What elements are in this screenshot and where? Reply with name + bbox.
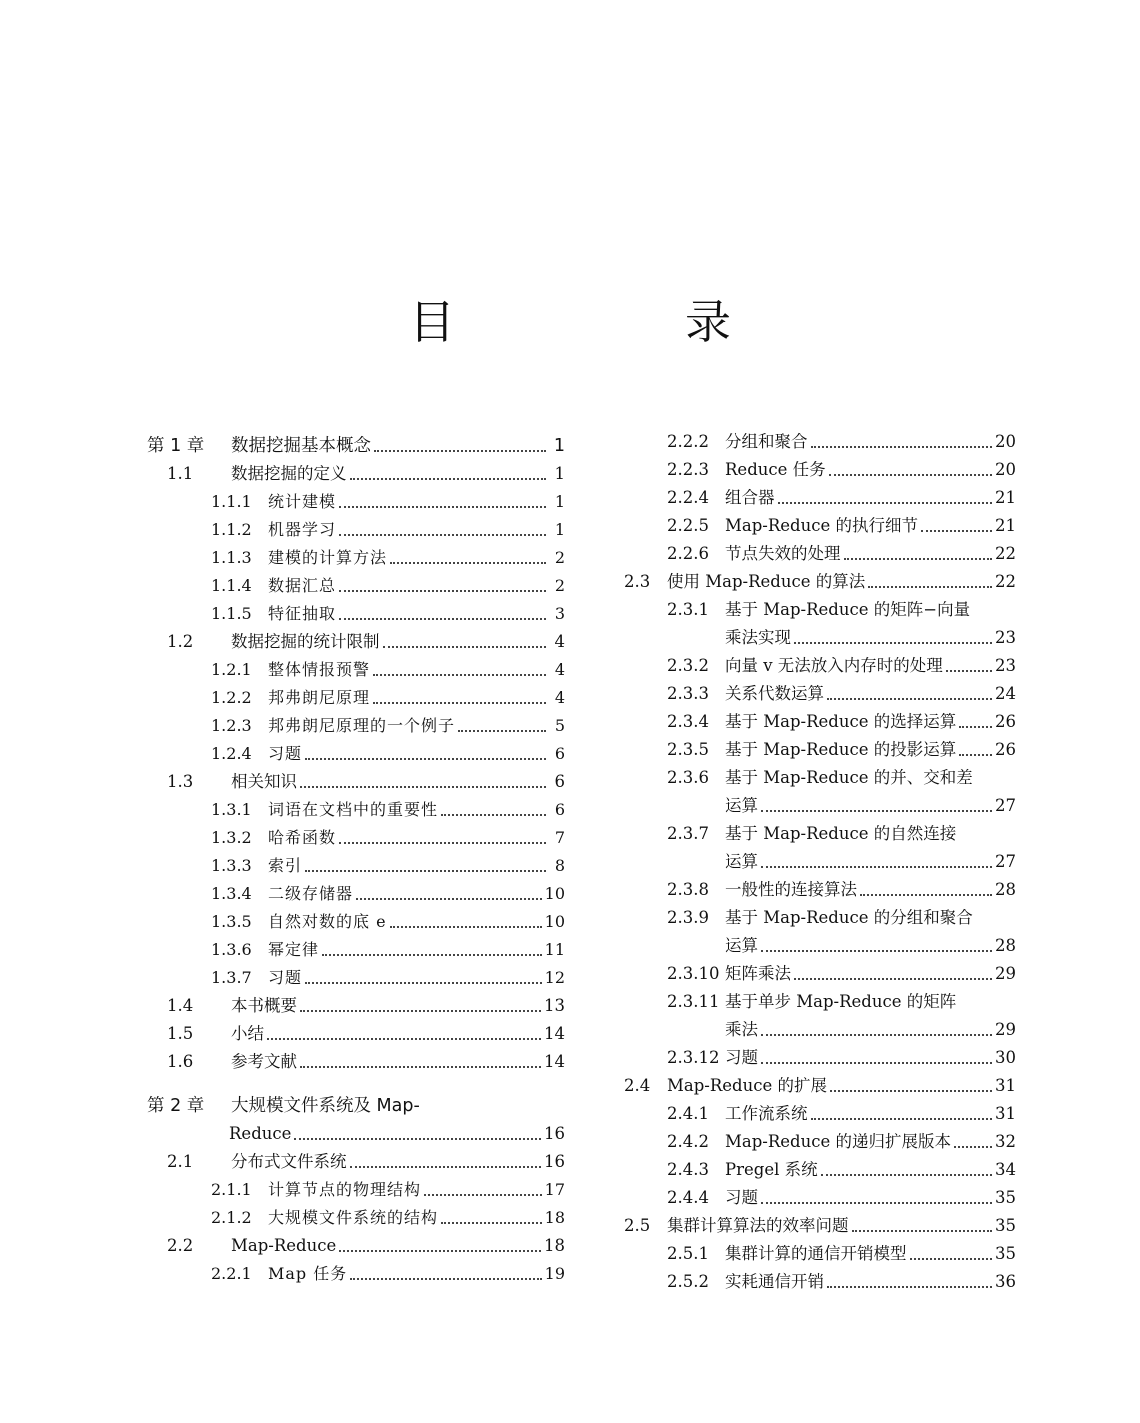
toc-entry-number: 2.5.2 xyxy=(667,1272,709,1291)
toc-entry xyxy=(147,736,565,764)
toc-entry-title: 集群计算的通信开销模型 xyxy=(725,1244,907,1263)
toc-entry-page: 4 xyxy=(554,688,565,707)
dot-leader xyxy=(910,1244,993,1260)
toc-entry-title: Map-Reduce 的扩展 xyxy=(667,1076,827,1095)
dot-leader xyxy=(811,1104,993,1120)
dot-leader xyxy=(821,1160,992,1176)
toc-entry-number: 1.3 xyxy=(167,772,194,791)
dot-leader xyxy=(761,1188,992,1204)
toc-entry-title: 相关知识 xyxy=(231,772,297,791)
toc-entry xyxy=(624,1012,1016,1040)
toc-entry-title: 基于单步 Map-Reduce 的矩阵 xyxy=(725,992,957,1011)
toc-entry-number: 1.6 xyxy=(167,1052,194,1071)
toc-entry-page: 27 xyxy=(995,852,1016,871)
dot-leader xyxy=(339,492,546,508)
dot-leader xyxy=(305,856,546,872)
toc-entry-number: 2.2.4 xyxy=(667,488,709,507)
dot-leader xyxy=(390,912,542,928)
toc-entry-title: 基于 Map-Reduce 的分组和聚合 xyxy=(725,908,973,927)
toc-entry xyxy=(147,512,565,540)
toc-entry xyxy=(624,732,1016,760)
toc-entry-title: 基于 Map-Reduce 的投影运算 xyxy=(725,740,957,759)
toc-entry-title: 数据汇总 xyxy=(268,576,337,595)
toc-entry-page: 1 xyxy=(553,436,565,456)
toc-entry-number: 1.3.5 xyxy=(211,912,252,931)
toc-entry xyxy=(147,1116,565,1144)
toc-entry xyxy=(624,508,1016,536)
toc-entry-title: 实耗通信开销 xyxy=(725,1272,824,1291)
toc-entry-title: 运算 xyxy=(725,936,758,955)
toc-entry-title: 幂定律 xyxy=(268,940,320,959)
toc-entry xyxy=(147,1044,565,1072)
toc-entry-page: 12 xyxy=(544,968,565,987)
toc-entry-page: 23 xyxy=(995,628,1016,647)
dot-leader xyxy=(305,968,542,984)
toc-entry-title: Map-Reduce xyxy=(231,1236,337,1255)
dot-leader xyxy=(959,712,992,728)
toc-entry-title: 习题 xyxy=(268,744,303,763)
toc-entry-page: 1 xyxy=(554,464,565,483)
toc-entry xyxy=(624,1208,1016,1236)
toc-entry-title: 邦弗朗尼原理的一个例子 xyxy=(268,716,456,735)
toc-entry-page: 3 xyxy=(554,604,565,623)
dot-leader xyxy=(350,1264,541,1280)
toc-entry xyxy=(147,596,565,624)
toc-entry-page: 16 xyxy=(544,1124,565,1143)
toc-entry-page: 22 xyxy=(995,544,1016,563)
toc-entry xyxy=(624,620,1016,648)
dot-leader xyxy=(946,656,992,672)
toc-entry-title: 词语在文档中的重要性 xyxy=(268,800,439,819)
toc-entry-number: 2.3.2 xyxy=(667,656,709,675)
toc-entry-number: 第 1 章 xyxy=(147,436,205,456)
toc-entry-page: 22 xyxy=(995,572,1016,591)
toc-entry xyxy=(147,1084,565,1116)
toc-right-column xyxy=(624,424,1016,1292)
toc-entry xyxy=(147,876,565,904)
toc-entry-page: 35 xyxy=(995,1244,1016,1263)
dot-leader xyxy=(390,548,546,564)
dot-leader xyxy=(794,628,992,644)
toc-entry-title: 运算 xyxy=(725,852,758,871)
toc-entry-page: 5 xyxy=(554,716,565,735)
toc-entry-number: 1.3.2 xyxy=(211,828,252,847)
toc-entry xyxy=(147,764,565,792)
toc-entry xyxy=(147,820,565,848)
dot-leader xyxy=(830,1076,992,1092)
toc-entry xyxy=(147,652,565,680)
toc-entry xyxy=(624,900,1016,928)
toc-entry xyxy=(147,424,565,456)
dot-leader xyxy=(778,488,993,504)
dot-leader xyxy=(267,1024,541,1040)
toc-entry xyxy=(624,760,1016,788)
toc-entry-number: 2.2.1 xyxy=(211,1264,252,1283)
toc-entry-number: 2.1.2 xyxy=(211,1208,252,1227)
toc-entry-number: 2.4 xyxy=(624,1076,651,1095)
toc-entry-number: 2.3.7 xyxy=(667,824,709,843)
toc-entry-title: 大规模文件系统的结构 xyxy=(268,1208,439,1227)
toc-entry xyxy=(624,1152,1016,1180)
dot-leader xyxy=(350,464,547,480)
toc-entry-page: 11 xyxy=(544,940,565,959)
toc-entry xyxy=(147,1172,565,1200)
dot-leader xyxy=(868,572,992,588)
dot-leader xyxy=(827,684,992,700)
dot-leader xyxy=(294,1124,541,1140)
toc-entry-title: 二级存储器 xyxy=(268,884,354,903)
toc-entry-number: 2.3.1 xyxy=(667,600,709,619)
toc-entry-number: 2.3 xyxy=(624,572,651,591)
toc-entry-page: 16 xyxy=(544,1152,565,1171)
dot-leader xyxy=(761,1048,992,1064)
dot-leader xyxy=(350,1152,542,1168)
toc-entry-number: 1.3.3 xyxy=(211,856,252,875)
toc-entry-title: Reduce 任务 xyxy=(725,460,826,479)
toc-entry xyxy=(624,424,1016,452)
dot-leader xyxy=(339,576,546,592)
toc-entry-title: 工作流系统 xyxy=(725,1104,808,1123)
toc-entry-title: 邦弗朗尼原理 xyxy=(268,688,371,707)
dot-leader xyxy=(300,1052,541,1068)
toc-entry xyxy=(624,1096,1016,1124)
toc-entry-number: 1.4 xyxy=(167,996,194,1015)
dot-leader xyxy=(921,516,992,532)
dot-leader xyxy=(829,460,992,476)
toc-entry-page: 26 xyxy=(995,740,1016,759)
toc-entry xyxy=(624,1264,1016,1292)
toc-entry-title: 乘法 xyxy=(725,1020,758,1039)
toc-entry xyxy=(147,1256,565,1284)
toc-entry xyxy=(624,984,1016,1012)
toc-entry xyxy=(147,680,565,708)
toc-entry-page: 8 xyxy=(554,856,565,875)
toc-entry-number: 1.1 xyxy=(167,464,194,483)
toc-entry-title: 分组和聚合 xyxy=(725,432,808,451)
dot-leader xyxy=(305,744,546,760)
toc-entry-number: 2.4.4 xyxy=(667,1188,709,1207)
dot-leader xyxy=(441,1208,542,1224)
toc-entry-title: Map-Reduce 的执行细节 xyxy=(725,516,918,535)
toc-entry xyxy=(624,956,1016,984)
toc-entry-number: 2.2.3 xyxy=(667,460,709,479)
toc-entry-title: 本书概要 xyxy=(231,996,297,1015)
toc-entry-title: Pregel 系统 xyxy=(725,1160,818,1179)
toc-entry-title: 基于 Map-Reduce 的选择运算 xyxy=(725,712,957,731)
toc-entry-page: 31 xyxy=(995,1104,1016,1123)
toc-entry-number: 2.1.1 xyxy=(211,1180,252,1199)
toc-entry-page: 20 xyxy=(995,460,1016,479)
toc-entry-title: 分布式文件系统 xyxy=(231,1152,347,1171)
toc-entry xyxy=(624,1236,1016,1264)
toc-entry-title: 使用 Map-Reduce 的算法 xyxy=(667,572,866,591)
toc-entry-page: 13 xyxy=(544,996,565,1015)
toc-entry xyxy=(624,704,1016,732)
toc-entry-number: 2.3.12 xyxy=(667,1048,720,1067)
toc-entry-page: 4 xyxy=(554,660,565,679)
dot-leader xyxy=(959,740,992,756)
dot-leader xyxy=(811,432,993,448)
toc-entry-number: 2.5.1 xyxy=(667,1244,709,1263)
dot-leader xyxy=(761,936,992,952)
toc-entry-number: 2.4.3 xyxy=(667,1160,709,1179)
toc-entry-number: 1.2.3 xyxy=(211,716,252,735)
toc-entry-page: 30 xyxy=(995,1048,1016,1067)
dot-leader xyxy=(339,1236,541,1252)
dot-leader xyxy=(322,940,542,956)
toc-entry-page: 10 xyxy=(544,912,565,931)
toc-entry-title: 运算 xyxy=(725,796,758,815)
toc-entry-page: 26 xyxy=(995,712,1016,731)
toc-entry-number: 2.3.6 xyxy=(667,768,709,787)
toc-entry-title: 一般性的连接算法 xyxy=(725,880,857,899)
toc-entry-number: 1.1.5 xyxy=(211,604,252,623)
toc-entry-number: 1.1.1 xyxy=(211,492,252,511)
toc-entry-page: 23 xyxy=(995,656,1016,675)
toc-entry-number: 2.2.2 xyxy=(667,432,709,451)
dot-leader xyxy=(424,1180,542,1196)
toc-entry-title: 矩阵乘法 xyxy=(725,964,791,983)
toc-entry-title: 数据挖掘的统计限制 xyxy=(231,632,380,651)
dot-leader xyxy=(954,1132,992,1148)
toc-entry-page: 14 xyxy=(544,1024,565,1043)
toc-entry-title: 哈希函数 xyxy=(268,828,337,847)
dot-leader xyxy=(458,716,546,732)
toc-entry-page: 6 xyxy=(554,800,565,819)
toc-entry xyxy=(624,676,1016,704)
page-title: 目 录 xyxy=(409,295,823,349)
toc-entry-page: 35 xyxy=(995,1188,1016,1207)
toc-entry-title: 整体情报预警 xyxy=(268,660,371,679)
toc-entry-title: 建模的计算方法 xyxy=(268,548,388,567)
toc-entry xyxy=(147,1016,565,1044)
toc-entry-page: 24 xyxy=(995,684,1016,703)
toc-entry-title: 乘法实现 xyxy=(725,628,791,647)
toc-entry-number: 1.1.2 xyxy=(211,520,252,539)
toc-entry xyxy=(147,540,565,568)
toc-entry-title: 集群计算算法的效率问题 xyxy=(667,1216,849,1235)
toc-entry-title: Reduce xyxy=(229,1124,292,1143)
toc-entry-page: 29 xyxy=(995,964,1016,983)
toc-entry-number: 2.5 xyxy=(624,1216,651,1235)
toc-entry-page: 28 xyxy=(995,880,1016,899)
toc-entry-title: 小结 xyxy=(231,1024,264,1043)
toc-entry-page: 17 xyxy=(544,1180,565,1199)
toc-entry xyxy=(147,1200,565,1228)
toc-entry-page: 19 xyxy=(544,1264,565,1283)
toc-entry xyxy=(624,816,1016,844)
toc-entry-number: 2.4.1 xyxy=(667,1104,709,1123)
dot-leader xyxy=(852,1216,993,1232)
toc-entry xyxy=(624,536,1016,564)
toc-entry xyxy=(624,1068,1016,1096)
toc-entry-page: 31 xyxy=(995,1076,1016,1095)
toc-entry-page: 10 xyxy=(544,884,565,903)
toc-entry-title: 节点失效的处理 xyxy=(725,544,841,563)
dot-leader xyxy=(441,800,546,816)
toc-entry-page: 2 xyxy=(554,548,565,567)
toc-entry-page: 21 xyxy=(995,488,1016,507)
toc-entry xyxy=(624,788,1016,816)
toc-entry-page: 18 xyxy=(544,1208,565,1227)
toc-entry-page: 18 xyxy=(544,1236,565,1255)
toc-entry xyxy=(624,480,1016,508)
toc-entry-title: 向量 v 无法放入内存时的处理 xyxy=(725,656,943,675)
toc-entry xyxy=(147,932,565,960)
toc-entry-title: 基于 Map-Reduce 的矩阵−向量 xyxy=(725,600,971,619)
toc-entry-title: 习题 xyxy=(725,1048,758,1067)
toc-entry xyxy=(624,1040,1016,1068)
toc-entry-title: 数据挖掘的定义 xyxy=(231,464,347,483)
toc-entry-page: 21 xyxy=(995,516,1016,535)
toc-entry xyxy=(624,928,1016,956)
toc-entry xyxy=(147,1144,565,1172)
toc-entry-page: 29 xyxy=(995,1020,1016,1039)
dot-leader xyxy=(373,688,546,704)
toc-entry xyxy=(624,592,1016,620)
toc-entry-number: 2.3.5 xyxy=(667,740,709,759)
toc-entry-page: 35 xyxy=(995,1216,1016,1235)
toc-entry-number: 2.3.11 xyxy=(667,992,720,1011)
toc-entry-page: 7 xyxy=(554,828,565,847)
toc-entry xyxy=(147,904,565,932)
toc-entry-number: 1.2 xyxy=(167,632,194,651)
toc-entry xyxy=(147,848,565,876)
toc-entry xyxy=(147,792,565,820)
toc-entry-page: 34 xyxy=(995,1160,1016,1179)
toc-entry-title: 机器学习 xyxy=(268,520,337,539)
dot-leader xyxy=(339,604,546,620)
toc-entry-page: 32 xyxy=(995,1132,1016,1151)
toc-entry-page: 6 xyxy=(554,744,565,763)
toc-entry-title: 组合器 xyxy=(725,488,775,507)
dot-leader xyxy=(374,436,546,452)
toc-entry-title: 参考文献 xyxy=(231,1052,297,1071)
toc-entry xyxy=(624,872,1016,900)
dot-leader xyxy=(794,964,992,980)
chapter-gap xyxy=(147,1072,565,1084)
toc-entry xyxy=(147,708,565,736)
toc-entry-number: 1.1.4 xyxy=(211,576,252,595)
toc-entry-page: 2 xyxy=(554,576,565,595)
toc-entry-title: 特征抽取 xyxy=(268,604,337,623)
dot-leader xyxy=(339,828,546,844)
toc-entry-number: 2.3.9 xyxy=(667,908,709,927)
toc-entry-number: 2.3.8 xyxy=(667,880,709,899)
toc-entry-number: 1.3.1 xyxy=(211,800,252,819)
dot-leader xyxy=(373,660,546,676)
toc-entry-number: 2.3.10 xyxy=(667,964,720,983)
toc-entry-number: 第 2 章 xyxy=(147,1096,205,1116)
dot-leader xyxy=(383,632,547,648)
toc-entry-number: 1.1.3 xyxy=(211,548,252,567)
toc-entry-title: 计算节点的物理结构 xyxy=(268,1180,422,1199)
toc-entry-page: 4 xyxy=(554,632,565,651)
toc-entry-number: 2.3.3 xyxy=(667,684,709,703)
toc-entry-page: 6 xyxy=(554,772,565,791)
toc-entry-title: 习题 xyxy=(725,1188,758,1207)
toc-entry-title: 自然对数的底 e xyxy=(268,912,387,931)
toc-entry-title: Map-Reduce 的递归扩展版本 xyxy=(725,1132,951,1151)
dot-leader xyxy=(761,1020,992,1036)
toc-entry-title: 索引 xyxy=(268,856,303,875)
toc-entry xyxy=(624,452,1016,480)
toc-entry xyxy=(624,648,1016,676)
toc-entry-title: 基于 Map-Reduce 的并、交和差 xyxy=(725,768,973,787)
toc-entry-title: 数据挖掘基本概念 xyxy=(231,436,371,456)
toc-entry-title: 关系代数运算 xyxy=(725,684,824,703)
toc-entry-number: 2.2.6 xyxy=(667,544,709,563)
toc-entry-page: 1 xyxy=(554,520,565,539)
toc-entry-number: 2.3.4 xyxy=(667,712,709,731)
toc-entry-page: 14 xyxy=(544,1052,565,1071)
toc-entry-number: 2.4.2 xyxy=(667,1132,709,1151)
toc-entry xyxy=(147,568,565,596)
toc-entry xyxy=(147,988,565,1016)
toc-entry-number: 1.3.4 xyxy=(211,884,252,903)
toc-entry-number: 2.1 xyxy=(167,1152,194,1171)
toc-entry xyxy=(147,1228,565,1256)
toc-entry xyxy=(147,456,565,484)
toc-entry-title: Map 任务 xyxy=(268,1264,348,1283)
toc-entry-number: 1.5 xyxy=(167,1024,194,1043)
toc-entry-page: 20 xyxy=(995,432,1016,451)
toc-entry-number: 1.2.1 xyxy=(211,660,252,679)
toc-entry xyxy=(624,564,1016,592)
toc-entry xyxy=(624,844,1016,872)
toc-entry xyxy=(147,960,565,988)
dot-leader xyxy=(300,772,546,788)
dot-leader xyxy=(300,996,541,1012)
toc-entry-number: 1.2.4 xyxy=(211,744,252,763)
toc-entry-title: 统计建模 xyxy=(268,492,337,511)
toc-entry-number: 1.3.6 xyxy=(211,940,252,959)
dot-leader xyxy=(761,852,992,868)
toc-entry-title: 习题 xyxy=(268,968,303,987)
toc-entry-number: 2.2 xyxy=(167,1236,194,1255)
toc-entry-page: 1 xyxy=(554,492,565,511)
toc-left-column xyxy=(147,424,565,1284)
toc-entry-number: 1.3.7 xyxy=(211,968,252,987)
toc-entry xyxy=(624,1180,1016,1208)
dot-leader xyxy=(356,884,542,900)
toc-entry-page: 36 xyxy=(995,1272,1016,1291)
toc-entry-title: 基于 Map-Reduce 的自然连接 xyxy=(725,824,957,843)
toc-entry-page: 27 xyxy=(995,796,1016,815)
toc-entry-title: 大规模文件系统及 Map- xyxy=(231,1096,420,1116)
toc-entry-page: 28 xyxy=(995,936,1016,955)
toc-entry-number: 2.2.5 xyxy=(667,516,709,535)
dot-leader xyxy=(339,520,546,536)
toc-entry xyxy=(147,484,565,512)
dot-leader xyxy=(827,1272,992,1288)
dot-leader xyxy=(761,796,992,812)
dot-leader xyxy=(860,880,992,896)
dot-leader xyxy=(844,544,993,560)
toc-entry xyxy=(624,1124,1016,1152)
toc-entry xyxy=(147,624,565,652)
toc-entry-number: 1.2.2 xyxy=(211,688,252,707)
